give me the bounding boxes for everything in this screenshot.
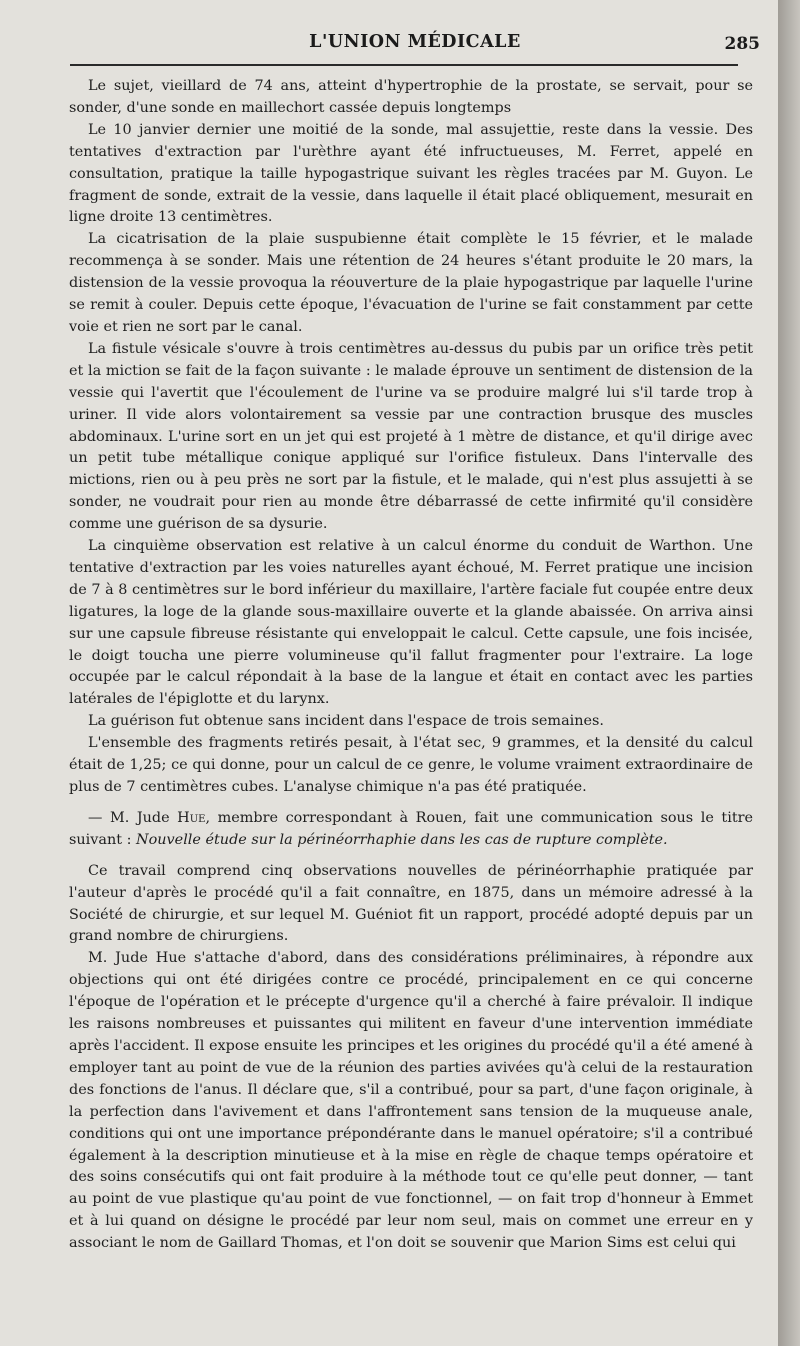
page-gutter [778,0,800,1346]
page-number: 285 [724,34,760,54]
communication-lead: — M. Jude [88,809,170,826]
author-surname: Hue [177,809,206,826]
paragraph-6: La guérison fut obtenue sans incident dans l'espace de trois semaines. [88,713,604,730]
header-rule [70,64,738,66]
paragraph-1: Le sujet, vieillard de 74 ans, atteint d'hypertrophie de la prostate, se servait, pour se sonder, d'une sonde en maillechort cassée depuis longtemps [69,78,753,116]
paragraph-4: La fistule vésicale s'ouvre à trois centimètres au-dessus du pubis par un orifice très petit et la miction se fait de la façon suivante : le malade éprouve un sentiment de distension de la vessie qui l'avertit que l'écoulement de l'urine va se produire malgré lui s'il tarde trop à uriner. Il vide alors volontairement sa vessie par une contraction brusque des muscles abdominaux. L'urine sort en un jet qui est projeté à 1 mètre de distance, et qu'il dirige avec un petit tube métallique conique appliqué sur l'orifice fistuleux. Dans l'intervalle des mictions, rien ou à peu près ne sort par la fistule, et le malade, qui n'est plus assujetti à se sonder, ne voudrait pour rien au monde être débarrassé de cette infirmité qu'il considère comme une guérison de sa dysurie. [69,340,753,533]
communication-paragraph [69,808,753,852]
paragraph-3: La cicatrisation de la plaie suspubienne était complète le 15 février, et le malade recommença à se sonder. Mais une rétention de 24 heures s'étant produite le 20 mars, la distension de la vessie provoqua la réouverture de la plaie hypogastrique par laquelle l'urine se remit à couler. Depuis cette époque, l'évacuation de l'urine se fait constamment par cette voie et rien ne sort par le canal. [69,231,753,335]
paragraph-9: M. Jude Hue s'attache d'abord, dans des considérations préliminaires, à répondre aux objections qui ont été dirigées contre ce procédé, principalement en ce qui concerne l'époque de l'opération et le précepte d'urgence qu'il a cherché à faire prévaloir. Il indique les raisons nombreuses et puissantes qui militent en faveur d'une intervention immédiate après l'accident. Il expose ensuite les principes et les origines du procédé qu'il a été amené à employer tant au point de vue de la réunion des parties avivées qu'à celui de la restauration des fonctions de l'anus. Il déclare que, s'il a contribué, pour sa part, d'une façon originale, à la perfection dans l'avivement et dans l'affrontement sans tension de la muqueuse anale, conditions qui ont une importance prépondérante dans le manuel opératoire; s'il a contribué également à la description minutieuse et à la mise en règle de chaque temps opératoire et des soins consécutifs qui ont fait produire à la méthode tout ce qu'elle peut donner, — tant au point de vue plastique qu'au point de vue fonctionnel, — on fait trop d'honneur à Emmet et à lui quand on désigne le procédé par leur nom seul, mais on commet une erreur en y associant le nom de Gaillard Thomas, et l'on doit se souvenir que Marion Sims est celui qui [69,950,753,1252]
paragraph-8: Ce travail comprend cinq observations nouvelles de périnéorrhaphie pratiquée par l'auteur d'après le procédé qu'il a fait connaître, en 1875, dans un mémoire adressé à la Société de chirurgie, et sur lequel M. Guéniot fit un rapport, procédé adopté depuis par un grand nombre de chirurgiens. [69,862,753,945]
paragraph-5: La cinquième observation est relative à un calcul énorme du conduit de Warthon. Une tentative d'extraction par les voies naturelles ayant échoué, M. Ferret pratique une incision de 7 à 8 centimètres sur le bord inférieur du maxillaire, l'artère faciale fut coupée entre deux ligatures, la loge de la glande sous-maxillaire ouverte et la glande abaissée. On arriva ainsi sur une capsule fibreuse résistante qui enveloppait le calcul. Cette capsule, une fois incisée, le doigt toucha une pierre volumineuse qu'il fallut fragmenter pour l'extraire. La loge occupée par le calcul répondait à la base de la langue et était en contact avec les parties latérales de l'épiglotte et du larynx. [69,538,753,708]
paragraph-2: Le 10 janvier dernier une moitié de la sonde, mal assujettie, reste dans la vessie. Des tentatives d'extraction par l'urèthre ayant été infructueuses, M. Ferret, appelé en consultation, pratique la taille hypogastrique suivant les règles tracées par M. Guyon. Le fragment de sonde, extrait de la vessie, dans laquelle il était placé obliquement, mesurait en ligne droite 13 centimètres. [69,121,753,226]
page-header [70,32,760,58]
running-title: L'UNION MÉDICALE [309,32,521,52]
communication-middle: , membre correspondant à Rouen, fait une communication sous le titre suivant : [69,809,753,848]
paragraph-7: L'ensemble des fragments retirés pesait, à l'état sec, 9 grammes, et la densité du calcul était de 1,25; ce qui donne, pour un calcul de ce genre, le volume vraiment extraordinaire de plus de 7 centimètres cubes. L'analyse chimique n'a pas été pratiquée. [69,735,753,795]
article-body [69,76,753,1255]
communication-title: Nouvelle étude sur la périnéorrhaphie dans les cas de rupture complète. [136,831,668,848]
